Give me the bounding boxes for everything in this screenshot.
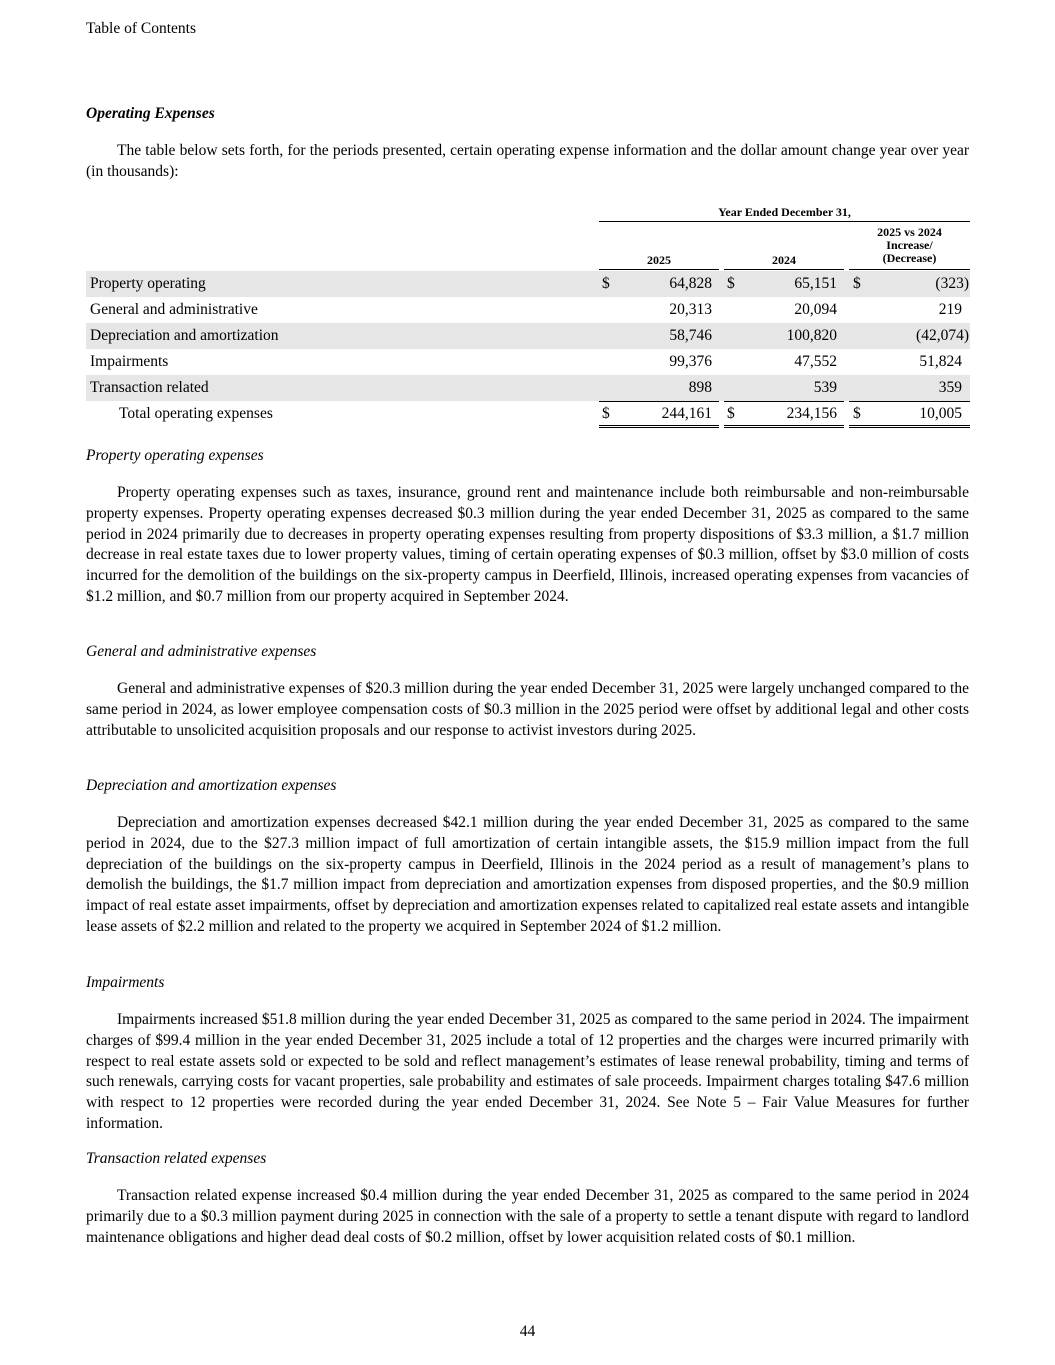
table-total-row [86, 401, 970, 427]
value-2025: 898 [688, 379, 712, 396]
subsection-body-transaction: Transaction related expense increased $0.4 million during the year ended December 31, 2025 as compared to the same period in 2024 primarily due to a $0.3 million payment during 2025 in connection with the sale of a property to settle a tenant dispute with regard to landlord maintenance obligations and higher dead deal costs of $0.2 million, offset by lower acquisition related costs of $0.1 million. [86, 1187, 969, 1246]
currency-symbol: $ [853, 275, 861, 292]
column-header-2025: 2025 [647, 253, 671, 267]
table-of-contents-link[interactable]: Table of Contents [86, 20, 196, 37]
column-header-2024: 2024 [772, 253, 796, 267]
value-change: 359 [938, 379, 962, 396]
row-label: Depreciation and amortization [90, 327, 279, 344]
value-2024: 47,552 [794, 353, 837, 370]
total-label: Total operating expenses [119, 405, 273, 422]
column-rule-2024 [724, 269, 844, 270]
value-2025: 99,376 [669, 353, 712, 370]
subsection-heading-general-admin: General and administrative expenses [86, 643, 317, 660]
row-label: Transaction related [90, 379, 209, 396]
value-2025: 58,746 [669, 327, 712, 344]
section-title: Operating Expenses [86, 105, 215, 122]
value-2025: 64,828 [669, 275, 712, 292]
subsection-body-depreciation: Depreciation and amortization expenses decreased $42.1 million during the year ended December 31, 2025 as compared to the same period in 2024, due to the $27.3 million impact of full amortization of certain intangible assets, the $15.9 million impact from the full depreciation of the buildings on the six-property campus in Deerfield, Illinois in the 2024 period as a result of management’s plans to demolish the buildings, the $1.7 million impact from depreciation and amortization expenses from disposed properties, and the $0.9 million impact of real estate asset impairments, offset by depreciation and amortization expenses related to capitalized real estate assets and intangible lease assets of $2.2 million and related to the property we acquired in September 2024 of $1.2 million. [86, 814, 969, 935]
intro-paragraph: The table below sets forth, for the periods presented, certain operating expense information and the dollar amount change year over year (in thousands): [86, 142, 969, 180]
currency-symbol: $ [727, 405, 735, 422]
row-label: Property operating [90, 275, 206, 292]
total-rule-2025 [599, 425, 719, 428]
currency-symbol: $ [853, 405, 861, 422]
total-rule-2024 [724, 425, 844, 428]
page-number: 44 [519, 1323, 536, 1340]
column-header-change-line2: Increase/ [886, 238, 933, 252]
subsection-body-property-operating: Property operating expenses such as taxes, insurance, ground rent and maintenance include both reimbursable and non-reimbursable property expenses. Property operating expenses decreased $0.3 million during the year ended December 31, 2025 as compared to the same period in 2024 primarily due to decreases in property operating expenses resulting from property dispositions of $3.3 million, a $1.7 million decrease in real estate taxes due to lower property values, timing of certain operating expenses of $0.3 million, offset by $3.0 million of costs incurred for the demolition of the buildings on the six-property campus in Deerfield, Illinois, increased operating expenses from vacancies of $1.2 million, and $0.7 million from our property acquired in September 2024. [86, 484, 969, 605]
column-rule-change [849, 269, 970, 270]
subsection-body-general-admin: General and administrative expenses of $20.3 million during the year ended December 31, 2025 were largely unchanged compared to the same period in 2024, as lower employee compensation costs of $0.3 million in the 2025 period were offset by additional legal and other costs attributable to unsolicited acquisition proposals and our response to activist investors during 2025. [86, 680, 969, 739]
value-2024: 65,151 [794, 275, 837, 292]
currency-symbol: $ [727, 275, 735, 292]
column-header-change [849, 226, 970, 265]
value-change: (42,074) [916, 327, 969, 344]
group-header-rule [599, 221, 970, 222]
subsection-heading-transaction: Transaction related expenses [86, 1150, 267, 1167]
value-2024: 539 [813, 379, 837, 396]
subsection-heading-impairments: Impairments [86, 974, 165, 991]
currency-symbol: $ [602, 275, 610, 292]
table-group-header: Year Ended December 31, [718, 205, 851, 219]
subsection-heading-property-operating: Property operating expenses [86, 447, 264, 464]
value-change: 219 [938, 301, 962, 318]
currency-symbol: $ [602, 405, 610, 422]
table-row [86, 297, 970, 323]
table-row [86, 349, 970, 375]
column-header-change-line3: (Decrease) [882, 251, 937, 265]
row-label: General and administrative [90, 301, 258, 318]
value-change: (323) [935, 275, 969, 292]
column-header-change-line1: 2025 vs 2024 [877, 225, 942, 239]
column-rule-2025 [599, 269, 719, 270]
table-row [86, 375, 970, 401]
value-2024: 100,820 [786, 327, 837, 344]
subsection-body-impairments: Impairments increased $51.8 million during the year ended December 31, 2025 as compared to the same period in 2024. The impairment charges of $99.4 million in the year ended December 31, 2025 include a total of 12 properties and the charges were incurred primarily with respect to real estate assets sold or expected to be sold and reflect management’s estimates of lease renewal probability, timing and terms of such renewals, carrying costs for vacant properties, sale probability and estimates of sale proceeds. Impairment charges totaling $47.6 million with respect to 12 properties were recorded during the year ended December 31, 2024. See Note 5 – Fair Value Measures for further information. [86, 1011, 969, 1132]
table-row [86, 323, 970, 349]
subsection-heading-depreciation: Depreciation and amortization expenses [86, 777, 337, 794]
table-row [86, 271, 970, 297]
value-change: 51,824 [919, 353, 962, 370]
total-2024: 234,156 [786, 405, 837, 422]
row-label: Impairments [90, 353, 169, 370]
total-change: 10,005 [919, 405, 962, 422]
total-rule-change [849, 425, 970, 428]
total-2025: 244,161 [661, 405, 712, 422]
value-2025: 20,313 [669, 301, 712, 318]
value-2024: 20,094 [794, 301, 837, 318]
